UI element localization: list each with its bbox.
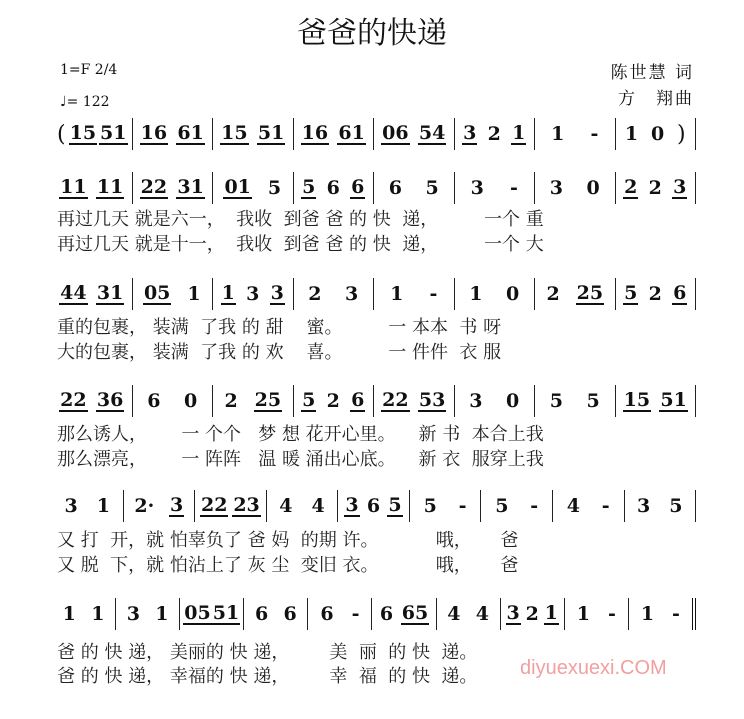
measure [115, 598, 179, 630]
song-title: 爸爸的快递 [297, 16, 447, 51]
measure [454, 172, 535, 204]
note-group: 11 [60, 176, 87, 198]
measure [534, 172, 615, 204]
measure [123, 490, 195, 522]
note-group: 4 [447, 603, 461, 625]
note-group: 11 [96, 176, 124, 198]
measure [409, 490, 481, 522]
notation-row [52, 278, 696, 310]
measure [132, 172, 213, 204]
note-group: 0 [506, 390, 520, 412]
note-group: 3 [470, 177, 484, 199]
measure [52, 490, 123, 522]
measure [52, 385, 132, 417]
lyric-line-verse-2: 爸 的 快 递， 幸福的 快 递， 幸 福 的 快 递。 [57, 666, 478, 687]
note-group: 5 [267, 177, 282, 199]
note-group: 1 [512, 122, 526, 144]
note-group: 31 [96, 282, 124, 304]
note-group: 0 [586, 177, 600, 199]
note-group: 3 [463, 122, 477, 144]
measure [615, 278, 697, 310]
note-group: 2· [134, 495, 155, 517]
note-group: 4 [566, 495, 581, 517]
note-group: 6 [147, 390, 161, 412]
note-group: 05 [143, 282, 171, 304]
note-group: - [429, 283, 438, 305]
note-group: 16 [140, 122, 168, 144]
note-group: 3 [64, 495, 78, 517]
note-group: 1 [221, 282, 235, 304]
note-group: 23 [233, 494, 260, 516]
note-group: 3 [469, 390, 483, 412]
measure [293, 278, 374, 310]
lyric-line-verse-2: 再过几天 就是十一， 我收 到爸 爸 的 快 递， 一个 大 [57, 234, 544, 255]
note-group: 1 [544, 602, 558, 624]
note-group: - [590, 123, 599, 145]
note-group: 1 [469, 283, 483, 305]
measure [454, 278, 535, 310]
key-time-signature: 1=F 2/4 [60, 62, 118, 78]
note-group: 5 [624, 282, 638, 304]
note-group: 1 [187, 283, 201, 305]
note-group: 6 [320, 603, 334, 625]
measure [480, 490, 552, 522]
measure [615, 385, 697, 417]
note-group: 3 [170, 494, 184, 516]
note-group: 1 [62, 603, 76, 625]
note-group: 6 [673, 282, 687, 304]
measure [373, 278, 454, 310]
note-group: 5 [425, 177, 439, 199]
note-group: 61 [177, 122, 204, 144]
note-group: 5 [423, 495, 437, 517]
measure [337, 490, 409, 522]
measure [373, 118, 454, 150]
notation-row [52, 490, 696, 522]
note-group: 15 [623, 389, 651, 411]
watermark: diyuexuexi.COM [520, 657, 667, 679]
note-group: 6 [351, 389, 365, 411]
note-group: - [530, 495, 539, 517]
note-group: 2 [648, 283, 662, 305]
note-group: 2 [487, 123, 501, 145]
note-group: - [601, 495, 610, 517]
note-group: 06 [382, 122, 409, 144]
note-group: 3 [673, 176, 687, 198]
note-group: 2 [224, 390, 238, 412]
measure [500, 598, 564, 630]
note-group: 25 [576, 282, 604, 304]
measure [212, 172, 293, 204]
note-group: 6 [326, 177, 340, 199]
note-group: 2 [326, 390, 340, 412]
note-group: 15 [221, 122, 248, 144]
note-group: 25 [254, 389, 282, 411]
measure [624, 490, 697, 522]
note-group: 0 [184, 390, 198, 412]
measure [212, 385, 293, 417]
note-group: 3 [246, 283, 260, 305]
notation-row [52, 172, 696, 204]
note-group: 5 [586, 390, 600, 412]
note-group: 2 [525, 603, 539, 625]
measure [132, 385, 213, 417]
measure [132, 118, 213, 150]
note-group: 5 [495, 495, 509, 517]
measure [373, 172, 454, 204]
measure [243, 598, 307, 630]
note-group: 44 [60, 282, 87, 304]
measure [52, 278, 132, 310]
measure [534, 278, 615, 310]
note-group: - [672, 603, 680, 625]
note-group: 22 [201, 494, 228, 516]
note-group: 51 [100, 122, 127, 144]
note-group: 2 [648, 177, 662, 199]
measure [436, 598, 500, 630]
note-group: 0 [506, 283, 520, 305]
note-group: - [607, 603, 616, 625]
note-group: 3 [549, 177, 563, 199]
measure [534, 385, 615, 417]
note-group: 3 [506, 602, 520, 624]
note-group: 1 [390, 283, 404, 305]
note-group: 3 [270, 282, 284, 304]
note-group: 01 [224, 176, 251, 198]
note-group: 61 [338, 122, 365, 144]
note-group: 6 [283, 603, 297, 625]
measure [293, 172, 374, 204]
note-group: 31 [177, 176, 204, 198]
note-group: 1 [155, 603, 169, 625]
measure [266, 490, 338, 522]
measure [293, 385, 374, 417]
lyric-line-verse-1: 重的包裹， 装满 了我 的 甜 蜜。 一 本本 书 呀 [57, 317, 502, 338]
note-group: 6 [379, 603, 394, 625]
measure [371, 598, 435, 630]
note-group: 16 [301, 122, 329, 144]
note-group: 15 [69, 122, 97, 144]
tempo-marking: ♩= 122 [60, 94, 110, 110]
note-group: 22 [382, 389, 409, 411]
note-group: 2 [308, 283, 322, 305]
measure [454, 385, 535, 417]
note-group: ( [57, 121, 66, 147]
lyric-line-verse-2: 那么漂亮， 一 阵阵 温 暖 涌出心底。 新 衣 服穿上我 [57, 449, 544, 470]
note-group: 05 [184, 602, 211, 624]
note-group: 22 [60, 389, 87, 411]
note-group: 5 [302, 389, 316, 411]
note-group: 65 [401, 602, 429, 624]
note-group: 6 [366, 495, 381, 517]
note-group: 1 [640, 603, 655, 625]
note-group: 5 [388, 494, 402, 516]
note-group: 1 [96, 495, 111, 517]
measure [52, 598, 115, 630]
measure [628, 598, 696, 630]
measure [534, 118, 615, 150]
note-group: 5 [669, 495, 683, 517]
notation-row [52, 598, 696, 630]
measure [52, 172, 132, 204]
note-group: 53 [418, 389, 446, 411]
measure [212, 278, 293, 310]
measure [132, 278, 213, 310]
measure [564, 598, 628, 630]
measure [307, 598, 371, 630]
note-group: 1 [576, 603, 590, 625]
note-group: 3 [637, 495, 651, 517]
notation-row [52, 118, 696, 150]
lyric-line-verse-2: 大的包裹， 装满 了我 的 欢 喜。 一 件件 衣 服 [57, 342, 502, 363]
note-group: 0 [650, 123, 665, 145]
note-group: - [351, 603, 360, 625]
note-group: 3 [126, 603, 140, 625]
measure [373, 385, 454, 417]
note-group: 51 [212, 602, 240, 624]
note-group: 2 [624, 176, 638, 198]
lyric-line-verse-1: 再过几天 就是六一， 我收 到爸 爸 的 快 递， 一个 重 [57, 209, 544, 230]
notation-row [52, 385, 696, 417]
note-group: 1 [551, 123, 565, 145]
measure [212, 118, 293, 150]
note-group: 1 [91, 603, 105, 625]
lyric-line-verse-1: 又 打 开，就 怕辜负了 爸 妈 的期 许。 哦， 爸 [57, 530, 519, 551]
measure [194, 490, 266, 522]
note-group: 22 [140, 176, 168, 198]
measure [615, 172, 697, 204]
composer-credit: 方 翔曲 [618, 89, 694, 109]
measure [52, 118, 132, 150]
note-group: 6 [388, 177, 402, 199]
measure [615, 118, 697, 150]
note-group: 3 [345, 283, 359, 305]
note-group: 3 [345, 494, 359, 516]
lyric-line-verse-2: 又 脱 下，就 怕沾上了 灰 尘 变旧 衣。 哦， 爸 [57, 555, 519, 576]
note-group: 1 [624, 123, 639, 145]
note-group: 51 [660, 389, 687, 411]
note-group: - [510, 177, 518, 199]
lyricist-credit: 陈世慧 词 [610, 63, 694, 83]
measure [454, 118, 535, 150]
note-group: 6 [254, 603, 269, 625]
note-group: 54 [418, 122, 446, 144]
measure [552, 490, 624, 522]
note-group: 2 [546, 283, 560, 305]
note-group: 6 [351, 176, 365, 198]
note-group: 4 [311, 495, 325, 517]
note-group: 51 [257, 122, 285, 144]
lyric-line-verse-1: 那么诱人， 一 个个 梦 想 花开心里。 新 书 本合上我 [57, 424, 544, 445]
measure [293, 118, 374, 150]
note-group: 4 [475, 603, 489, 625]
note-group: 36 [96, 389, 124, 411]
lyric-line-verse-1: 爸 的 快 递， 美丽的 快 递， 美 丽 的 快 递。 [57, 642, 478, 663]
note-group: - [458, 495, 467, 517]
note-group: 5 [549, 390, 563, 412]
note-group: ) [677, 121, 686, 147]
note-group: 5 [302, 176, 316, 198]
measure [179, 598, 243, 630]
note-group: 4 [279, 495, 293, 517]
